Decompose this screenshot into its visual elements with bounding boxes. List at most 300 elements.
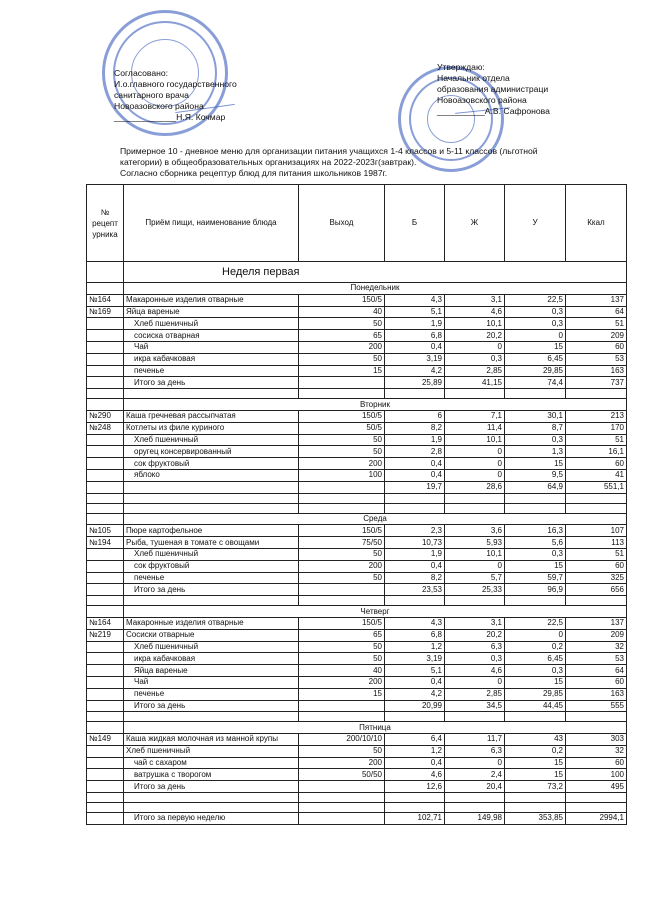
approval-left bbox=[114, 68, 237, 123]
proteins-cell: 4,3 bbox=[385, 294, 445, 306]
empty-cell bbox=[124, 793, 299, 803]
dish-name-cell: Котлеты из филе куриного bbox=[124, 422, 299, 434]
proteins-cell: 1,2 bbox=[385, 641, 445, 653]
table-row bbox=[87, 481, 627, 493]
menu-table bbox=[86, 184, 627, 825]
carbs-cell: 29,85 bbox=[505, 688, 566, 700]
fats-cell: 25,33 bbox=[445, 584, 505, 596]
carbs-cell: 0,2 bbox=[505, 745, 566, 757]
portion-cell: 200 bbox=[299, 757, 385, 769]
carbs-cell: 9,5 bbox=[505, 469, 566, 481]
empty-cell bbox=[505, 803, 566, 813]
table-row bbox=[87, 653, 627, 665]
portion-cell: 50/5 bbox=[299, 422, 385, 434]
table-row bbox=[87, 676, 627, 688]
portion-cell: 50 bbox=[299, 548, 385, 560]
recipe-number-cell bbox=[87, 641, 124, 653]
proteins-cell: 0,4 bbox=[385, 341, 445, 353]
empty-cell bbox=[385, 493, 445, 503]
portion-cell: 150/5 bbox=[299, 410, 385, 422]
portion-cell: 65 bbox=[299, 629, 385, 641]
approval-left-line: Согласовано: bbox=[114, 68, 169, 78]
kcal-cell: 16,1 bbox=[566, 446, 627, 458]
empty-cell bbox=[505, 493, 566, 503]
kcal-cell: 53 bbox=[566, 353, 627, 365]
proteins-cell: 2,3 bbox=[385, 525, 445, 537]
kcal-cell: 60 bbox=[566, 341, 627, 353]
table-row bbox=[87, 757, 627, 769]
empty-cell bbox=[299, 712, 385, 722]
proteins-cell: 1,9 bbox=[385, 318, 445, 330]
kcal-cell: 737 bbox=[566, 377, 627, 389]
dish-name-cell: ватрушка с творогом bbox=[124, 769, 299, 781]
approval-right-line: Утверждаю: bbox=[437, 62, 485, 72]
dish-name-cell: Хлеб пшеничный bbox=[124, 548, 299, 560]
dish-name-cell: Хлеб пшеничный bbox=[124, 434, 299, 446]
table-row bbox=[87, 629, 627, 641]
empty-cell bbox=[445, 493, 505, 503]
empty-cell bbox=[87, 399, 124, 411]
recipe-number-cell bbox=[87, 469, 124, 481]
recipe-number-cell: №105 bbox=[87, 525, 124, 537]
recipe-number-cell: №164 bbox=[87, 617, 124, 629]
empty-cell bbox=[445, 503, 505, 513]
recipe-number-cell bbox=[87, 572, 124, 584]
empty-cell bbox=[445, 712, 505, 722]
carbs-cell: 59,7 bbox=[505, 572, 566, 584]
approval-right-line: образования администраци bbox=[437, 84, 549, 94]
empty-cell bbox=[124, 503, 299, 513]
day-name: Понедельник bbox=[124, 283, 627, 295]
day-header-row bbox=[87, 283, 627, 295]
menu-title-line: Примерное 10 - дневное меню для организации питания учащихся 1-4 классов и 5-11 классов (льготной bbox=[120, 146, 538, 156]
day-name: Вторник bbox=[124, 399, 627, 411]
empty-cell bbox=[87, 503, 124, 513]
carbs-cell: 15 bbox=[505, 769, 566, 781]
portion-cell: 50 bbox=[299, 653, 385, 665]
fats-cell: 6,3 bbox=[445, 641, 505, 653]
proteins-cell: 0,4 bbox=[385, 560, 445, 572]
kcal-cell: 137 bbox=[566, 294, 627, 306]
carbs-cell: 0 bbox=[505, 330, 566, 342]
portion-cell: 150/5 bbox=[299, 294, 385, 306]
proteins-cell: 4,2 bbox=[385, 688, 445, 700]
portion-cell: 15 bbox=[299, 365, 385, 377]
empty-cell bbox=[87, 513, 124, 525]
fats-cell: 5,7 bbox=[445, 572, 505, 584]
portion-cell: 50 bbox=[299, 353, 385, 365]
proteins-cell: 2,8 bbox=[385, 446, 445, 458]
empty-cell bbox=[566, 503, 627, 513]
table-row bbox=[87, 584, 627, 596]
fats-cell: 7,1 bbox=[445, 410, 505, 422]
table-row bbox=[87, 525, 627, 537]
carbs-cell: 353,85 bbox=[505, 813, 566, 825]
kcal-cell: 2994,1 bbox=[566, 813, 627, 825]
header-proteins: Б bbox=[385, 185, 445, 262]
portion-cell: 150/5 bbox=[299, 525, 385, 537]
recipe-number-cell bbox=[87, 341, 124, 353]
kcal-cell: 551,1 bbox=[566, 481, 627, 493]
recipe-number-cell bbox=[87, 676, 124, 688]
kcal-cell: 60 bbox=[566, 757, 627, 769]
kcal-cell: 495 bbox=[566, 781, 627, 793]
kcal-cell: 100 bbox=[566, 769, 627, 781]
recipe-number-cell bbox=[87, 377, 124, 389]
carbs-cell: 0,3 bbox=[505, 434, 566, 446]
proteins-cell: 6,8 bbox=[385, 330, 445, 342]
dish-name-cell: Макаронные изделия отварные bbox=[124, 294, 299, 306]
proteins-cell: 19,7 bbox=[385, 481, 445, 493]
approval-left-line: Новоазовского района bbox=[114, 101, 204, 111]
empty-cell bbox=[87, 389, 124, 399]
proteins-cell: 25,89 bbox=[385, 377, 445, 389]
portion-cell: 200/10/10 bbox=[299, 734, 385, 746]
kcal-cell: 60 bbox=[566, 458, 627, 470]
approval-right bbox=[437, 62, 550, 117]
empty-cell bbox=[87, 283, 124, 295]
empty-cell bbox=[124, 493, 299, 503]
carbs-cell: 29,85 bbox=[505, 365, 566, 377]
kcal-cell: 209 bbox=[566, 629, 627, 641]
header-recipe-number: № рецепт урника bbox=[87, 185, 124, 262]
portion-cell: 50 bbox=[299, 318, 385, 330]
proteins-cell: 3,19 bbox=[385, 353, 445, 365]
empty-cell bbox=[445, 596, 505, 606]
portion-cell: 50 bbox=[299, 572, 385, 584]
portion-cell bbox=[299, 781, 385, 793]
recipe-number-cell: №164 bbox=[87, 294, 124, 306]
day-header-row bbox=[87, 513, 627, 525]
carbs-cell: 64,9 bbox=[505, 481, 566, 493]
dish-name-cell: Хлеб пшеничный bbox=[124, 745, 299, 757]
proteins-cell: 23,53 bbox=[385, 584, 445, 596]
carbs-cell: 22,5 bbox=[505, 617, 566, 629]
recipe-number-cell bbox=[87, 653, 124, 665]
fats-cell: 10,1 bbox=[445, 434, 505, 446]
header-portion: Выход bbox=[299, 185, 385, 262]
table-row bbox=[87, 330, 627, 342]
dish-name-cell: Пюре картофельное bbox=[124, 525, 299, 537]
proteins-cell: 1,9 bbox=[385, 548, 445, 560]
proteins-cell: 0,4 bbox=[385, 757, 445, 769]
empty-cell bbox=[87, 712, 124, 722]
carbs-cell: 1,3 bbox=[505, 446, 566, 458]
carbs-cell: 30,1 bbox=[505, 410, 566, 422]
table-row bbox=[87, 306, 627, 318]
empty-cell bbox=[87, 722, 124, 734]
kcal-cell: 32 bbox=[566, 745, 627, 757]
header-carbs: У bbox=[505, 185, 566, 262]
dish-name-cell: сок фруктовый bbox=[124, 560, 299, 572]
empty-cell bbox=[385, 712, 445, 722]
kcal-cell: 303 bbox=[566, 734, 627, 746]
table-row bbox=[87, 377, 627, 389]
kcal-cell: 51 bbox=[566, 548, 627, 560]
proteins-cell: 0,4 bbox=[385, 469, 445, 481]
carbs-cell: 5,6 bbox=[505, 537, 566, 549]
header-fats: Ж bbox=[445, 185, 505, 262]
empty-cell bbox=[445, 803, 505, 813]
carbs-cell: 6,45 bbox=[505, 353, 566, 365]
empty-cell bbox=[445, 793, 505, 803]
kcal-cell: 64 bbox=[566, 665, 627, 677]
empty-cell bbox=[385, 596, 445, 606]
empty-cell bbox=[299, 793, 385, 803]
kcal-cell: 137 bbox=[566, 617, 627, 629]
kcal-cell: 325 bbox=[566, 572, 627, 584]
empty-cell bbox=[87, 793, 124, 803]
empty-cell bbox=[299, 596, 385, 606]
fats-cell: 2,4 bbox=[445, 769, 505, 781]
table-row bbox=[87, 365, 627, 377]
week-title-row bbox=[87, 262, 627, 283]
dish-name-cell: Чай bbox=[124, 676, 299, 688]
fats-cell: 5,93 bbox=[445, 537, 505, 549]
approval-left-line: санитарного врача bbox=[114, 90, 189, 100]
dish-name-cell: сосиска отварная bbox=[124, 330, 299, 342]
dish-name-cell: Итого за первую неделю bbox=[124, 813, 299, 825]
portion-cell: 50/50 bbox=[299, 769, 385, 781]
recipe-number-cell bbox=[87, 458, 124, 470]
carbs-cell: 6,45 bbox=[505, 653, 566, 665]
table-row bbox=[87, 294, 627, 306]
portion-cell: 40 bbox=[299, 665, 385, 677]
carbs-cell: 0,3 bbox=[505, 306, 566, 318]
approval-left-signature: _____________Н.Я. Кочмар bbox=[114, 112, 226, 122]
empty-cell bbox=[299, 493, 385, 503]
kcal-cell: 41 bbox=[566, 469, 627, 481]
portion-cell: 200 bbox=[299, 458, 385, 470]
portion-cell: 50 bbox=[299, 641, 385, 653]
empty-cell bbox=[87, 803, 124, 813]
empty-cell bbox=[299, 503, 385, 513]
dish-name-cell: яблоко bbox=[124, 469, 299, 481]
fats-cell: 28,6 bbox=[445, 481, 505, 493]
fats-cell: 2,85 bbox=[445, 365, 505, 377]
fats-cell: 20,4 bbox=[445, 781, 505, 793]
table-row bbox=[87, 446, 627, 458]
table-row bbox=[87, 560, 627, 572]
portion-cell bbox=[299, 700, 385, 712]
proteins-cell: 1,2 bbox=[385, 745, 445, 757]
proteins-cell: 4,3 bbox=[385, 617, 445, 629]
carbs-cell: 0,3 bbox=[505, 548, 566, 560]
dish-name-cell: сок фруктовый bbox=[124, 458, 299, 470]
empty-cell bbox=[566, 803, 627, 813]
portion-cell: 200 bbox=[299, 341, 385, 353]
menu-title-line: категории) в общеобразовательных организациях на 2022-2023г(завтрак). bbox=[120, 157, 417, 167]
recipe-number-cell: №248 bbox=[87, 422, 124, 434]
week-total-row bbox=[87, 813, 627, 825]
recipe-number-cell bbox=[87, 584, 124, 596]
portion-cell: 40 bbox=[299, 306, 385, 318]
table-row bbox=[87, 548, 627, 560]
dish-name-cell: Макаронные изделия отварные bbox=[124, 617, 299, 629]
carbs-cell: 96,9 bbox=[505, 584, 566, 596]
dish-name-cell: Итого за день bbox=[124, 700, 299, 712]
fats-cell: 0 bbox=[445, 757, 505, 769]
kcal-cell: 656 bbox=[566, 584, 627, 596]
kcal-cell: 53 bbox=[566, 653, 627, 665]
dish-name-cell: Яйца вареные bbox=[124, 306, 299, 318]
fats-cell: 4,6 bbox=[445, 665, 505, 677]
dish-name-cell: Итого за день bbox=[124, 584, 299, 596]
recipe-number-cell bbox=[87, 548, 124, 560]
week-title: Неделя первая bbox=[124, 262, 627, 283]
fats-cell: 11,4 bbox=[445, 422, 505, 434]
kcal-cell: 555 bbox=[566, 700, 627, 712]
dish-name-cell: оругец консервированный bbox=[124, 446, 299, 458]
fats-cell: 0 bbox=[445, 446, 505, 458]
menu-title bbox=[120, 146, 538, 179]
recipe-number-cell bbox=[87, 330, 124, 342]
spacer-row bbox=[87, 389, 627, 399]
spacer-row bbox=[87, 803, 627, 813]
portion-cell: 100 bbox=[299, 469, 385, 481]
carbs-cell: 0,2 bbox=[505, 641, 566, 653]
recipe-number-cell bbox=[87, 560, 124, 572]
kcal-cell: 107 bbox=[566, 525, 627, 537]
recipe-number-cell bbox=[87, 665, 124, 677]
empty-cell bbox=[87, 596, 124, 606]
kcal-cell: 170 bbox=[566, 422, 627, 434]
recipe-number-cell bbox=[87, 813, 124, 825]
portion-cell: 150/5 bbox=[299, 617, 385, 629]
table-row bbox=[87, 572, 627, 584]
dish-name-cell: печенье bbox=[124, 688, 299, 700]
carbs-cell: 15 bbox=[505, 560, 566, 572]
fats-cell: 0 bbox=[445, 676, 505, 688]
dish-name-cell: Яйца вареные bbox=[124, 665, 299, 677]
approval-right-line: Новоазовского района bbox=[437, 95, 527, 105]
table-row bbox=[87, 769, 627, 781]
carbs-cell: 15 bbox=[505, 341, 566, 353]
empty-cell bbox=[124, 803, 299, 813]
table-row bbox=[87, 353, 627, 365]
proteins-cell: 1,9 bbox=[385, 434, 445, 446]
approval-right-line: Начальник отдела bbox=[437, 73, 510, 83]
empty-cell bbox=[566, 596, 627, 606]
table-row bbox=[87, 410, 627, 422]
dish-name-cell: печенье bbox=[124, 572, 299, 584]
day-name: Четверг bbox=[124, 606, 627, 618]
recipe-number-cell bbox=[87, 481, 124, 493]
portion-cell bbox=[299, 584, 385, 596]
fats-cell: 6,3 bbox=[445, 745, 505, 757]
day-header-row bbox=[87, 722, 627, 734]
table-row bbox=[87, 458, 627, 470]
portion-cell bbox=[299, 481, 385, 493]
proteins-cell: 20,99 bbox=[385, 700, 445, 712]
header-kcal: Ккал bbox=[566, 185, 627, 262]
dish-name-cell bbox=[124, 481, 299, 493]
recipe-number-cell bbox=[87, 757, 124, 769]
dish-name-cell: печенье bbox=[124, 365, 299, 377]
portion-cell: 65 bbox=[299, 330, 385, 342]
proteins-cell: 4,2 bbox=[385, 365, 445, 377]
recipe-number-cell bbox=[87, 318, 124, 330]
carbs-cell: 44,45 bbox=[505, 700, 566, 712]
carbs-cell: 15 bbox=[505, 458, 566, 470]
recipe-number-cell: №169 bbox=[87, 306, 124, 318]
kcal-cell: 163 bbox=[566, 688, 627, 700]
carbs-cell: 0 bbox=[505, 629, 566, 641]
fats-cell: 2,85 bbox=[445, 688, 505, 700]
carbs-cell: 22,5 bbox=[505, 294, 566, 306]
dish-name-cell: Итого за день bbox=[124, 781, 299, 793]
spacer-row bbox=[87, 503, 627, 513]
empty-cell bbox=[505, 712, 566, 722]
proteins-cell: 0,4 bbox=[385, 676, 445, 688]
table-row bbox=[87, 700, 627, 712]
carbs-cell: 16,3 bbox=[505, 525, 566, 537]
menu-title-line: Согласно сборника рецептур блюд для питания школьников 1987г. bbox=[120, 168, 388, 178]
empty-cell bbox=[505, 793, 566, 803]
empty-cell bbox=[566, 493, 627, 503]
spacer-row bbox=[87, 712, 627, 722]
kcal-cell: 64 bbox=[566, 306, 627, 318]
carbs-cell: 0,3 bbox=[505, 318, 566, 330]
fats-cell: 149,98 bbox=[445, 813, 505, 825]
empty-cell bbox=[566, 793, 627, 803]
fats-cell: 4,6 bbox=[445, 306, 505, 318]
fats-cell: 0 bbox=[445, 469, 505, 481]
proteins-cell: 12,6 bbox=[385, 781, 445, 793]
dish-name-cell: Каша жидкая молочная из манной крупы bbox=[124, 734, 299, 746]
day-name: Пятница bbox=[124, 722, 627, 734]
recipe-number-cell bbox=[87, 769, 124, 781]
day-name: Среда bbox=[124, 513, 627, 525]
kcal-cell: 51 bbox=[566, 434, 627, 446]
recipe-number-cell bbox=[87, 688, 124, 700]
empty-cell bbox=[385, 803, 445, 813]
table-row bbox=[87, 537, 627, 549]
proteins-cell: 3,19 bbox=[385, 653, 445, 665]
table-row bbox=[87, 781, 627, 793]
empty-cell bbox=[566, 712, 627, 722]
fats-cell: 0 bbox=[445, 560, 505, 572]
fats-cell: 10,1 bbox=[445, 318, 505, 330]
table-row bbox=[87, 745, 627, 757]
dish-name-cell: чай с сахаром bbox=[124, 757, 299, 769]
empty-cell bbox=[385, 389, 445, 399]
day-header-row bbox=[87, 399, 627, 411]
proteins-cell: 6,8 bbox=[385, 629, 445, 641]
carbs-cell: 8,7 bbox=[505, 422, 566, 434]
fats-cell: 20,2 bbox=[445, 330, 505, 342]
proteins-cell: 6,4 bbox=[385, 734, 445, 746]
fats-cell: 0 bbox=[445, 458, 505, 470]
carbs-cell: 15 bbox=[505, 757, 566, 769]
fats-cell: 0,3 bbox=[445, 353, 505, 365]
proteins-cell: 5,1 bbox=[385, 306, 445, 318]
fats-cell: 34,5 bbox=[445, 700, 505, 712]
header-dish-name: Приём пищи, наименование блюда bbox=[124, 185, 299, 262]
empty-cell bbox=[299, 803, 385, 813]
empty-cell bbox=[124, 389, 299, 399]
dish-name-cell: Итого за день bbox=[124, 377, 299, 389]
recipe-number-cell: №219 bbox=[87, 629, 124, 641]
portion-cell: 50 bbox=[299, 434, 385, 446]
recipe-number-cell bbox=[87, 365, 124, 377]
spacer-row bbox=[87, 793, 627, 803]
proteins-cell: 5,1 bbox=[385, 665, 445, 677]
proteins-cell: 6 bbox=[385, 410, 445, 422]
kcal-cell: 60 bbox=[566, 560, 627, 572]
recipe-number-cell bbox=[87, 745, 124, 757]
kcal-cell: 113 bbox=[566, 537, 627, 549]
